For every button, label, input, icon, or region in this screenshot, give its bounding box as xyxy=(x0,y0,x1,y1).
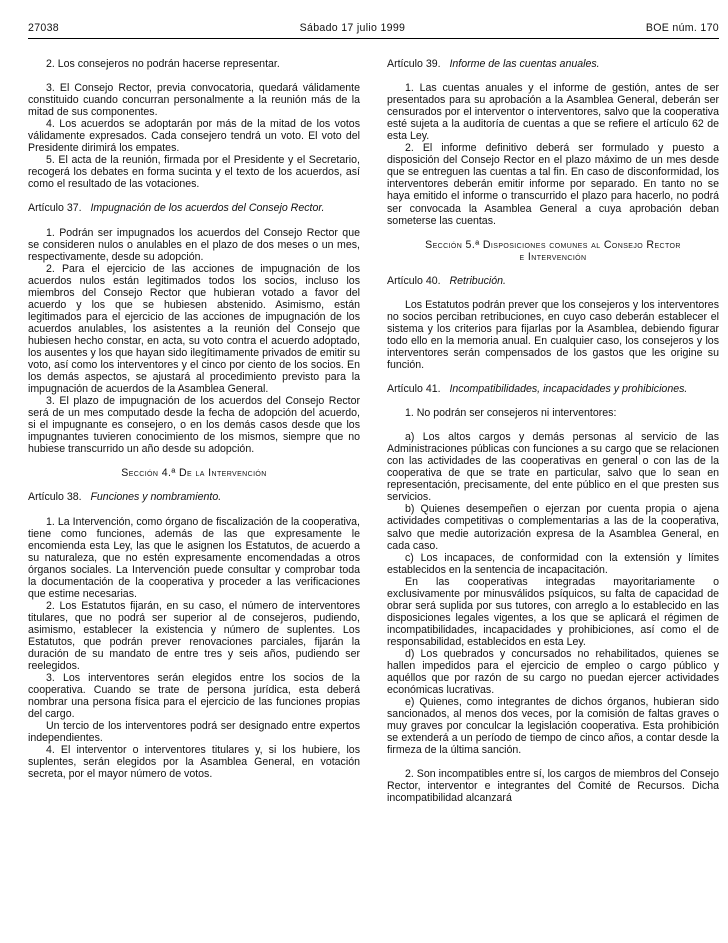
page-number: 27038 xyxy=(28,22,59,34)
page-header xyxy=(28,9,719,39)
paragraph: Los Estatutos podrán prever que los consejeros y los interventores no socios perciban retribuciones, en cuyo caso deberán establecer el sistema y los criterios para fijarlas por la Asamblea, debiendo figurar todo ello en la memoria anual. En cualquier caso, los consejeros y los interventores serán compensados de los gastos que les origine su función. xyxy=(387,298,719,371)
article-heading-41: Artículo 41. Incompatibilidades, incapacidades y prohibiciones. xyxy=(387,383,688,396)
paragraph: 2. Son incompatibles entre sí, los cargos de miembros del Consejo Rector, interventor e integrantes del Comité de Recursos. Dicha incompatibilidad alcanzará xyxy=(387,768,719,805)
left-column xyxy=(28,58,360,943)
paragraph: 3. El Consejo Rector, previa convocatoria, quedará válidamente constituido cuando concurran personalmente a la reunión más de la mitad de sus componentes. xyxy=(28,82,360,119)
paragraph: En las cooperativas integradas mayoritariamente o exclusivamente por minusválidos psíquicos, su falta de capacidad de obrar será suplida por sus tutores, con arreglo a lo establecido en las disposiciones legales vigentes, a los que se aplicará el régimen de incompatibilidades, incapacidades y prohibiciones, así como el de responsabilidad, establecidos en esta Ley. xyxy=(387,575,719,648)
paragraph: 3. El plazo de impugnación de los acuerdos del Consejo Rector será de un mes computado desde la fecha de adopción del acuerdo, si el impugnante es consejero, o en los demás casos desde que los impugnantes tuvieren conocimiento de los mismos, siempre que no hubiese transcurrido un año desde su adopción. xyxy=(28,395,360,456)
article-heading-40: Artículo 40. Retribución. xyxy=(387,274,506,287)
section-heading-4: Sección 4.ª De la Intervención xyxy=(121,467,267,480)
right-column xyxy=(387,58,719,943)
paragraph: 1. No podrán ser consejeros ni interventores: xyxy=(405,407,617,420)
article-heading-39: Artículo 39. Informe de las cuentas anuales. xyxy=(387,58,600,70)
list-item: a) Los altos cargos y demás personas al servicio de las Administraciones públicas con funciones a su cargo que se relacionen con las actividades de las cooperativas en general o con las de la cooperativa de que se trate en particular, salvo que lo sean en representación, precisamente, del ente público en el que presten sus servicios. xyxy=(387,431,719,504)
article-heading-37: Artículo 37. Impugnación de los acuerdos del Consejo Rector. xyxy=(28,202,325,215)
paragraph: 1. Las cuentas anuales y el informe de gestión, antes de ser presentados para su aprobación a la Asamblea General, deberán ser censurados por el interventor o interventores, salvo que la cooperativa esté sujeta a la auditoría de cuentas a que se refiere el artículo 62 de esta Ley. xyxy=(387,82,719,143)
paragraph: 3. Los interventores serán elegidos entre los socios de la cooperativa. Cuando se trate de persona jurídica, esta deberá nombrar una persona física para el ejercicio de las funciones propias del cargo. xyxy=(28,672,360,721)
journal-issue: BOE núm. 170 xyxy=(645,22,719,34)
publication-date: Sábado 17 julio 1999 xyxy=(299,22,406,34)
paragraph: Un tercio de los interventores podrá ser designado entre expertos independientes. xyxy=(28,720,360,745)
paragraph: 1. La Intervención, como órgano de fiscalización de la cooperativa, tiene como funciones, además de las que expresamente le encomienda esta Ley, las que le asignen los Estatutos, de acuerdo a su naturaleza, que no estén expresamente encomendadas a otros órganos sociales. La Intervención puede consultar y comprobar toda la documentación de la cooperativa y proceder a las verificaciones que estime necesarias. xyxy=(28,515,360,600)
list-item: c) Los incapaces, de conformidad con la extensión y límites establecidos en la sentencia de incapacitación. xyxy=(387,551,719,576)
list-item: b) Quienes desempeñen o ejerzan por cuenta propia o ajena actividades competitivas o complementarias a las de la cooperativa, salvo que medie autorización expresa de la Asamblea General, en cada caso. xyxy=(387,503,719,552)
paragraph: 2. Los Estatutos fijarán, en su caso, el número de interventores titulares, que no podrá ser superior al de consejeros, pudiendo, asimismo, establecer la existencia y número de suplentes. Los Estatutos, que podrán prever renovaciones parciales, fijarán la duración de su mandato de entre tres y seis años, pudiendo ser reelegidos. xyxy=(28,599,360,673)
article-heading-38: Artículo 38. Funciones y nombramiento. xyxy=(28,491,222,504)
list-item: e) Quienes, como integrantes de dichos órganos, hubieran sido sancionados, al menos dos veces, por la comisión de faltas graves o muy graves por conculcar la legislación cooperativa. Esta prohibición se extenderá a un período de tiempo de cinco años, a contar desde la firmeza de la última sanción. xyxy=(387,696,719,757)
paragraph: 2. Para el ejercicio de las acciones de impugnación de los acuerdos nulos están legitimados todos los socios, incluso los miembros del Consejo Rector que hubieran votado a favor del acuerdo y los que se hubiesen abstenido. Asimismo, están legitimados para el ejercicio de las acciones de impugnación de los acuerdos anulables, los asistentes a la reunión del Consejo que hubiesen hecho constar, en acta, su voto contra el acuerdo adoptado, los ausentes y los que hayan sido ilegítimamente privados de emitir su voto, así como los interventores y el cinco por ciento de los socios. En los demás aspectos, se ajustará al procedimiento previsto para la impugnación de acuerdos de la Asamblea General. xyxy=(28,262,360,396)
paragraph: 1. Podrán ser impugnados los acuerdos del Consejo Rector que se consideren nulos o anulables en el plazo de dos meses o un mes, respectivamente, desde su adopción. xyxy=(28,226,360,263)
list-item: d) Los quebrados y concursados no rehabilitados, quienes se hallen impedidos para el ejercicio de empleo o cargo público y aquéllos que por razón de su cargo no puedan ejercer actividades económicas lucrativas. xyxy=(387,647,719,697)
paragraph: 4. El interventor o interventores titulares y, si los hubiere, los suplentes, serán elegidos por la Asamblea General, en votación secreta, por el mayor número de votos. xyxy=(28,744,360,781)
paragraph: 2. Los consejeros no podrán hacerse representar. xyxy=(46,58,280,70)
paragraph: 4. Los acuerdos se adoptarán por más de la mitad de los votos válidamente expresados. Cada consejero tendrá un voto. El voto del Presidente dirimirá los empates. xyxy=(28,118,360,155)
section-heading-5: Sección 5.ª Disposiciones comunes al Consejo Rector e Intervención xyxy=(425,238,681,263)
paragraph: 5. El acta de la reunión, firmada por el Presidente y el Secretario, recogerá los debates en forma sucinta y el texto de los acuerdos, así como el resultado de las votaciones. xyxy=(28,154,360,191)
paragraph: 2. El informe definitivo deberá ser formulado y puesto a disposición del Consejo Rector en el plazo máximo de un mes desde que se entreguen las cuentas a tal fin. En caso de disconformidad, los interventores deberán emitir informe por separado. En tanto no se haya emitido el informe o transcurrido el plazo para hacerlo, no podrá ser convocada la Asamblea General a cuya aprobación deban someterse las cuentas. xyxy=(387,142,719,227)
